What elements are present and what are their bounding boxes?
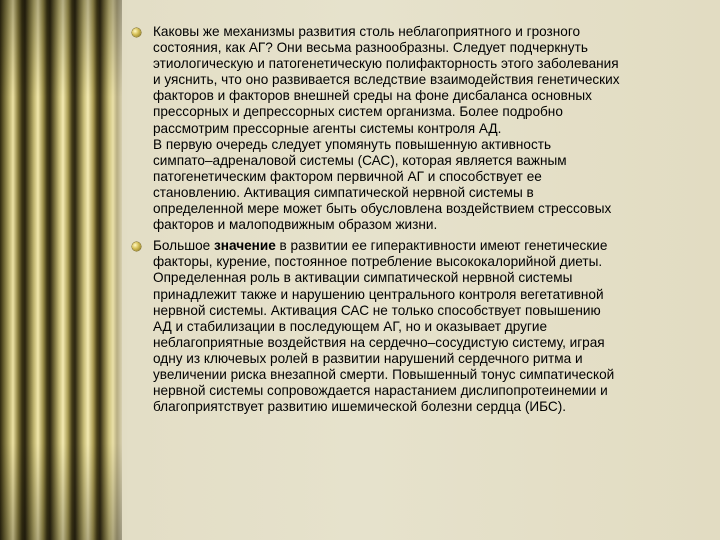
text-line: благоприятствует развитию ишемической болезни сердца (ИБС). bbox=[153, 399, 567, 415]
text-line: прессорных и депрессорных систем организма. Более подробно bbox=[153, 104, 563, 120]
text-line: рассмотрим прессорные агенты системы контроля АД. bbox=[153, 120, 502, 136]
text-line: состояния, как АГ? Они весьма разнообразны. Следует подчеркнуть bbox=[153, 40, 588, 56]
paragraph-1 bbox=[132, 24, 702, 233]
emphasis-text: значение bbox=[214, 238, 276, 254]
text-line: факторы, курение, постоянное потребление высококалорийной диеты. bbox=[153, 254, 603, 270]
paragraph-2 bbox=[132, 238, 702, 415]
text-line: симпато–адреналовой системы (САС), которая является важным bbox=[153, 152, 567, 168]
text-prefix: Большое bbox=[153, 238, 214, 254]
slide-content bbox=[132, 24, 702, 420]
text-line: факторов и малоподвижным образом жизни. bbox=[153, 217, 438, 233]
bullet-icon bbox=[132, 28, 141, 37]
text-line: этиологическую и патогенетическую полифакторность этого заболевания bbox=[153, 56, 619, 72]
text-line: Каковы же механизмы развития столь неблагоприятного и грозного bbox=[153, 24, 581, 39]
text-line: В первую очередь следует упомянуть повышенную активность bbox=[153, 136, 552, 152]
text-line: Определенная роль в активации симпатической нервной системы bbox=[153, 270, 573, 286]
text-line: увеличении риска внезапной смерти. Повышенный тонус симпатической bbox=[153, 366, 615, 382]
text-line bbox=[153, 238, 702, 254]
text-line: нервной системы. Активация САС не только способствует повышению bbox=[153, 302, 601, 318]
text-line: патогенетическим фактором первичной АГ и способствует ее bbox=[153, 168, 542, 184]
text-line: одну из ключевых ролей в развитии нарушений сердечного ритма и bbox=[153, 350, 583, 366]
text-line: и уяснить, что оно развивается вследствие взаимодействия генетических bbox=[153, 72, 620, 88]
decorative-pillars bbox=[0, 0, 122, 540]
text-line: становлению. Активация симпатической нервной системы в bbox=[153, 184, 534, 200]
bullet-icon bbox=[132, 242, 141, 251]
text-line: АД и стабилизации в последующем АГ, но и оказывает другие bbox=[153, 318, 548, 334]
text-line: определенной мере может быть обусловлена воздействием стрессовых bbox=[153, 201, 612, 217]
text-line: принадлежит также и нарушению центрального контроля вегетативной bbox=[153, 286, 604, 302]
text-line: факторов и факторов внешней среды на фоне дисбаланса основных bbox=[153, 88, 592, 104]
text-line: нервной системы сопровождается нарастанием дислипопротеинемии и bbox=[153, 383, 608, 399]
text-line: неблагоприятные воздействия на сердечно–сосудистую систему, играя bbox=[153, 334, 605, 350]
text-suffix: в развитии ее гиперактивности имеют генетические bbox=[275, 238, 608, 254]
